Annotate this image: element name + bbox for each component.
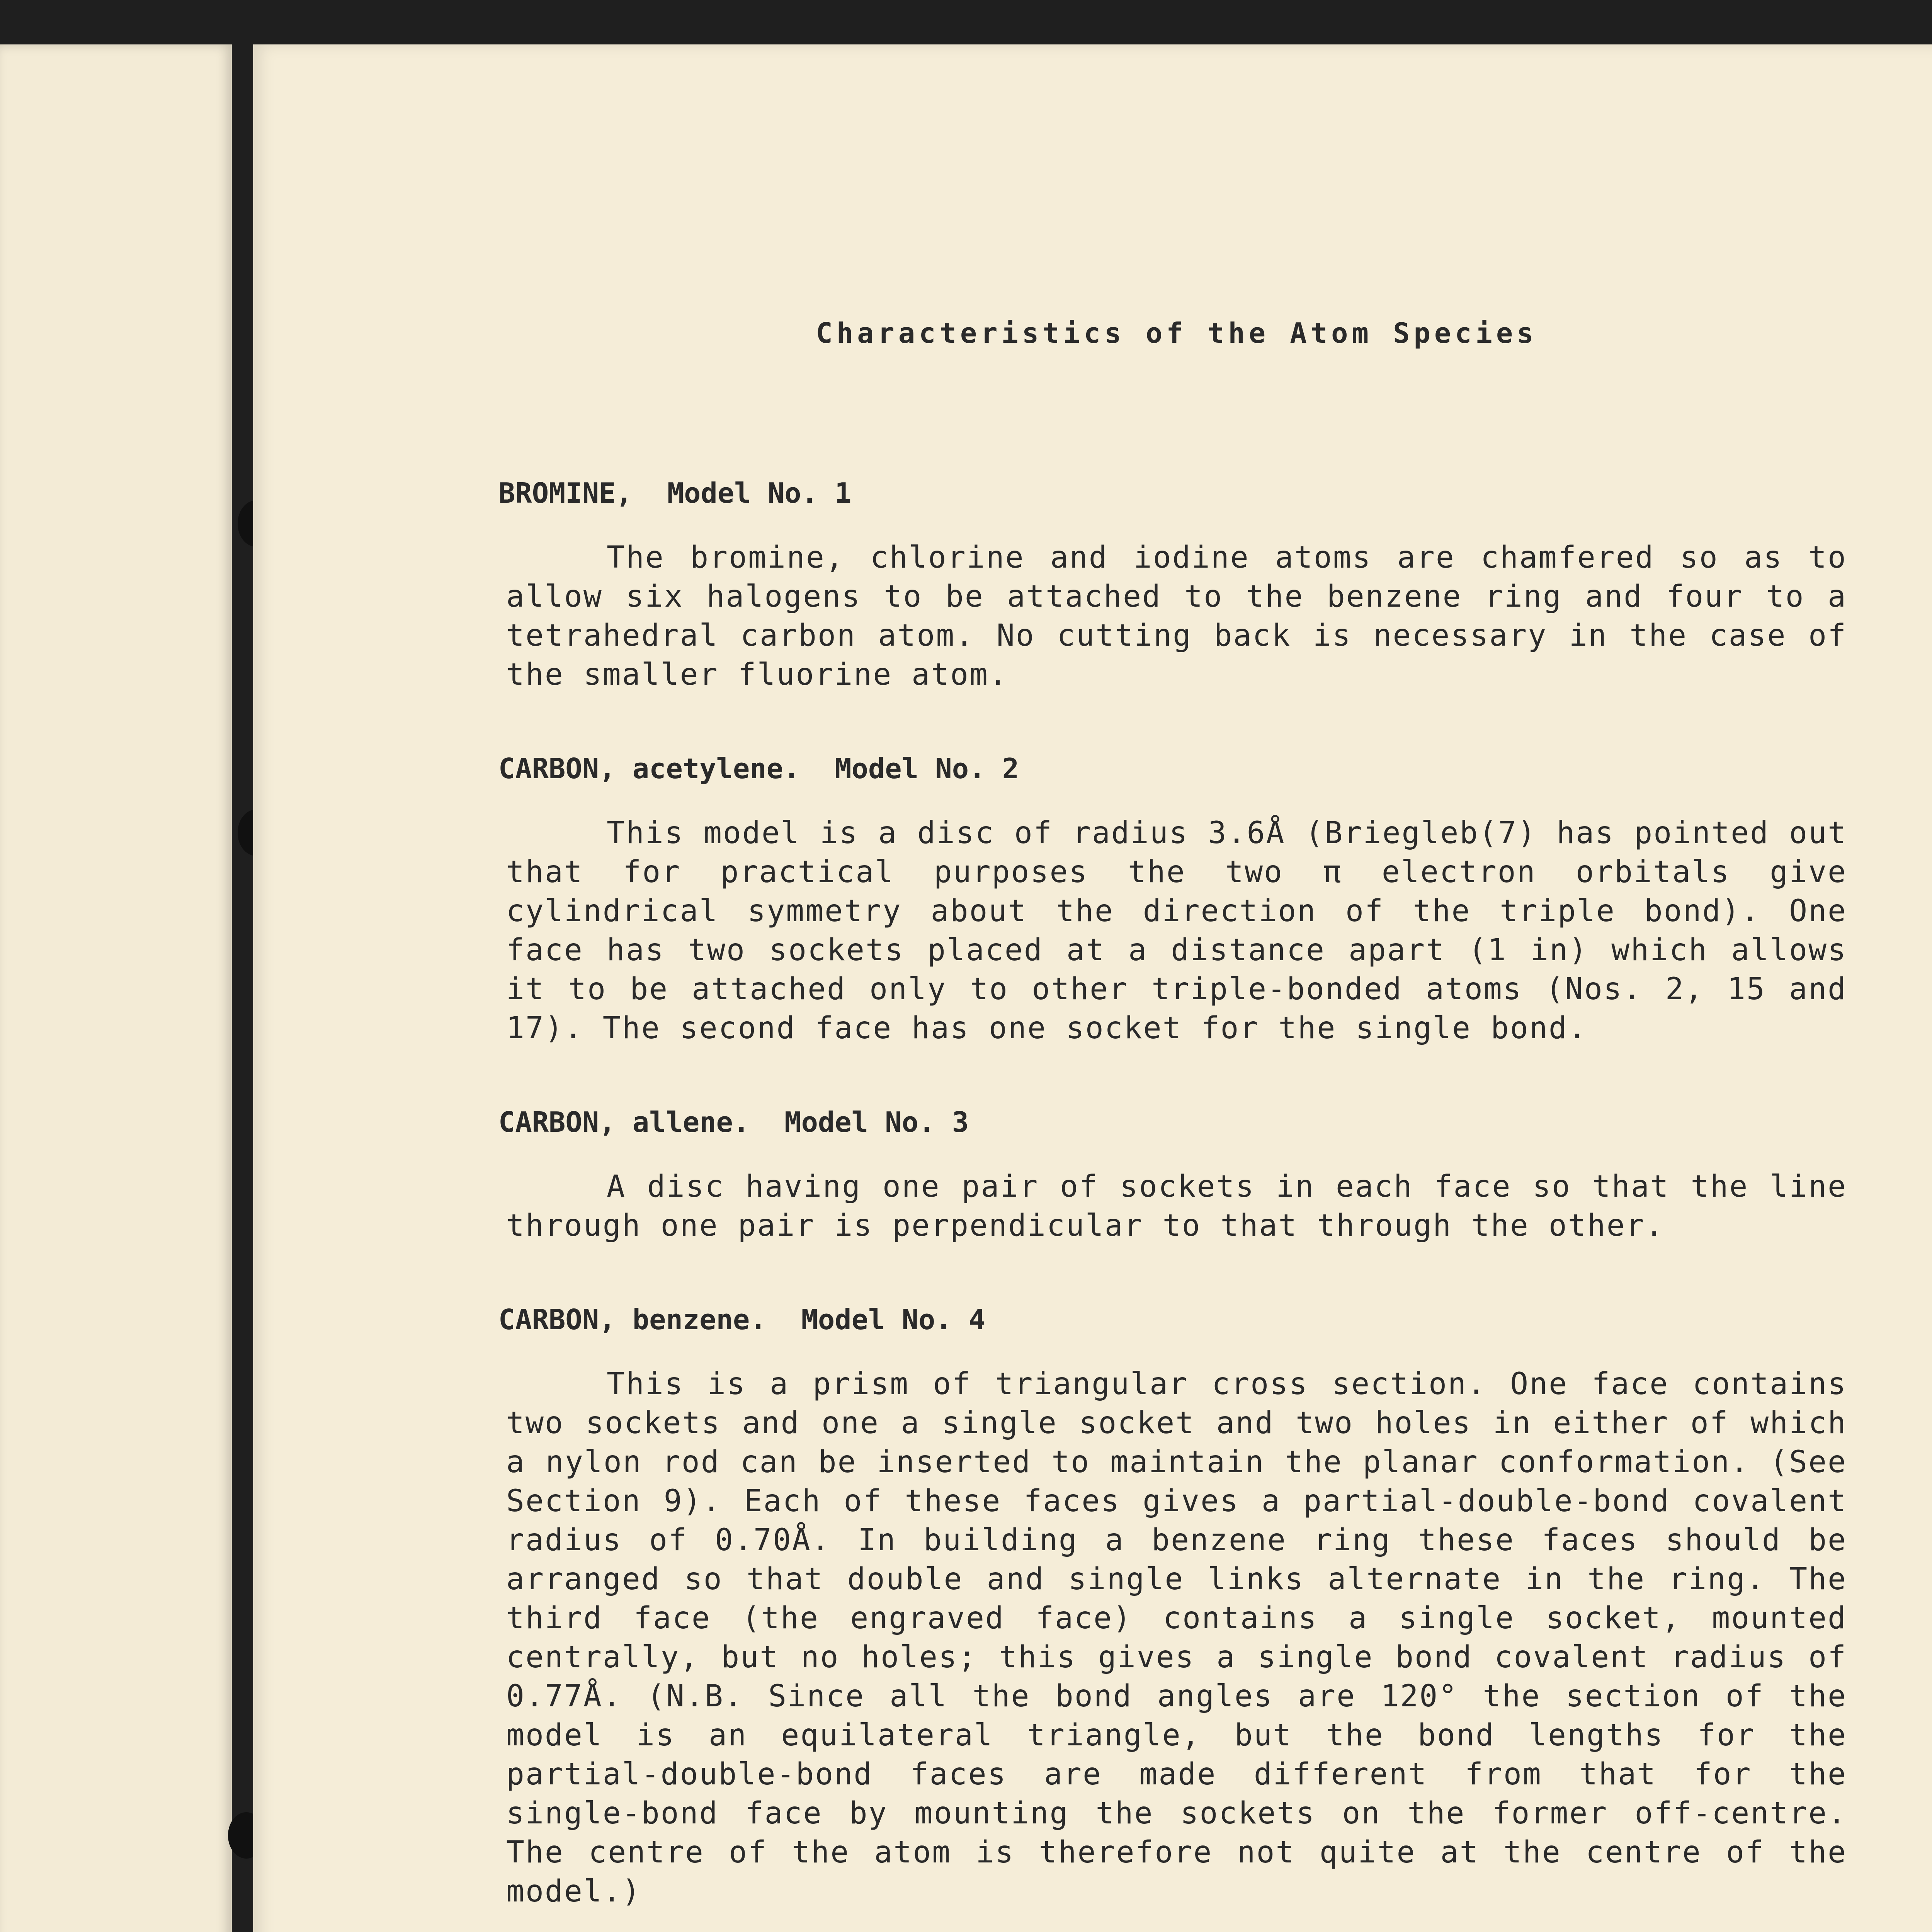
section-carbon-acetylene — [498, 752, 1847, 1048]
section-paragraph: This is a prism of triangular cross section. One face contains two sockets and one a single socket and two holes in either of which a nylon rod can be inserted to maintain the planar conformation. (See Section 9). Each of these faces gives a partial-double-bond covalent radius of 0.70Å. In building a benzene ring these faces should be arranged so that double and single links alternate in the ring. The third face (the engraved face) contains a single socket, mounted centrally, but no holes; this gives a single bond covalent radius of 0.77Å. (N.B. Since all the bond angles are 120° the section of the model is an equilateral triangle, but the bond lengths for the partial-double-bond faces are made different from that for the single-bond face by mounting the sockets on the former off-centre. The centre of the atom is therefore not quite at the centre of the model.) — [506, 1367, 1847, 1909]
section-paragraph: This model is a disc of radius 3.6Å (Briegleb(7) has pointed out that for practical purposes the two π electron orbitals give cylindrical symmetry about the direction of the triple bond). One face has two sockets placed at a distance apart (1 in) which allows it to be attached only to other triple-bonded atoms (Nos. 2, 15 and 17). The second face has one socket for the single bond. — [506, 816, 1847, 1046]
section-name: CARBON, acetylene. — [498, 752, 800, 785]
left-page — [0, 44, 232, 1932]
section-heading — [498, 1106, 1847, 1138]
section-paragraph: A disc having one pair of sockets in each face so that the line through one pair is perpendicular to that through the other. — [506, 1169, 1847, 1243]
section-name: CARBON, benzene. — [498, 1303, 767, 1336]
page-title: Characteristics of the Atom Species — [816, 317, 1537, 349]
section-carbon-benzene — [498, 1303, 1847, 1911]
section-heading — [498, 477, 1847, 509]
section-name: BROMINE, — [498, 477, 633, 509]
model-number: Model No. 1 — [667, 477, 852, 509]
section-name: CARBON, allene. — [498, 1106, 750, 1138]
section-carbon-allene — [498, 1106, 1847, 1245]
model-number: Model No. 3 — [784, 1106, 969, 1138]
section-bromine — [498, 477, 1847, 694]
section-paragraph: The bromine, chlorine and iodine atoms are chamfered so as to allow six halogens to be attached to the benzene ring and four to a tetrahedral carbon atom. No cutting back is necessary in the case of the smaller fluorine atom. — [506, 540, 1847, 692]
section-heading — [498, 752, 1847, 785]
model-number: Model No. 4 — [801, 1303, 986, 1336]
section-heading — [498, 1303, 1847, 1336]
model-number: Model No. 2 — [835, 752, 1019, 785]
page-content — [498, 317, 1847, 1932]
